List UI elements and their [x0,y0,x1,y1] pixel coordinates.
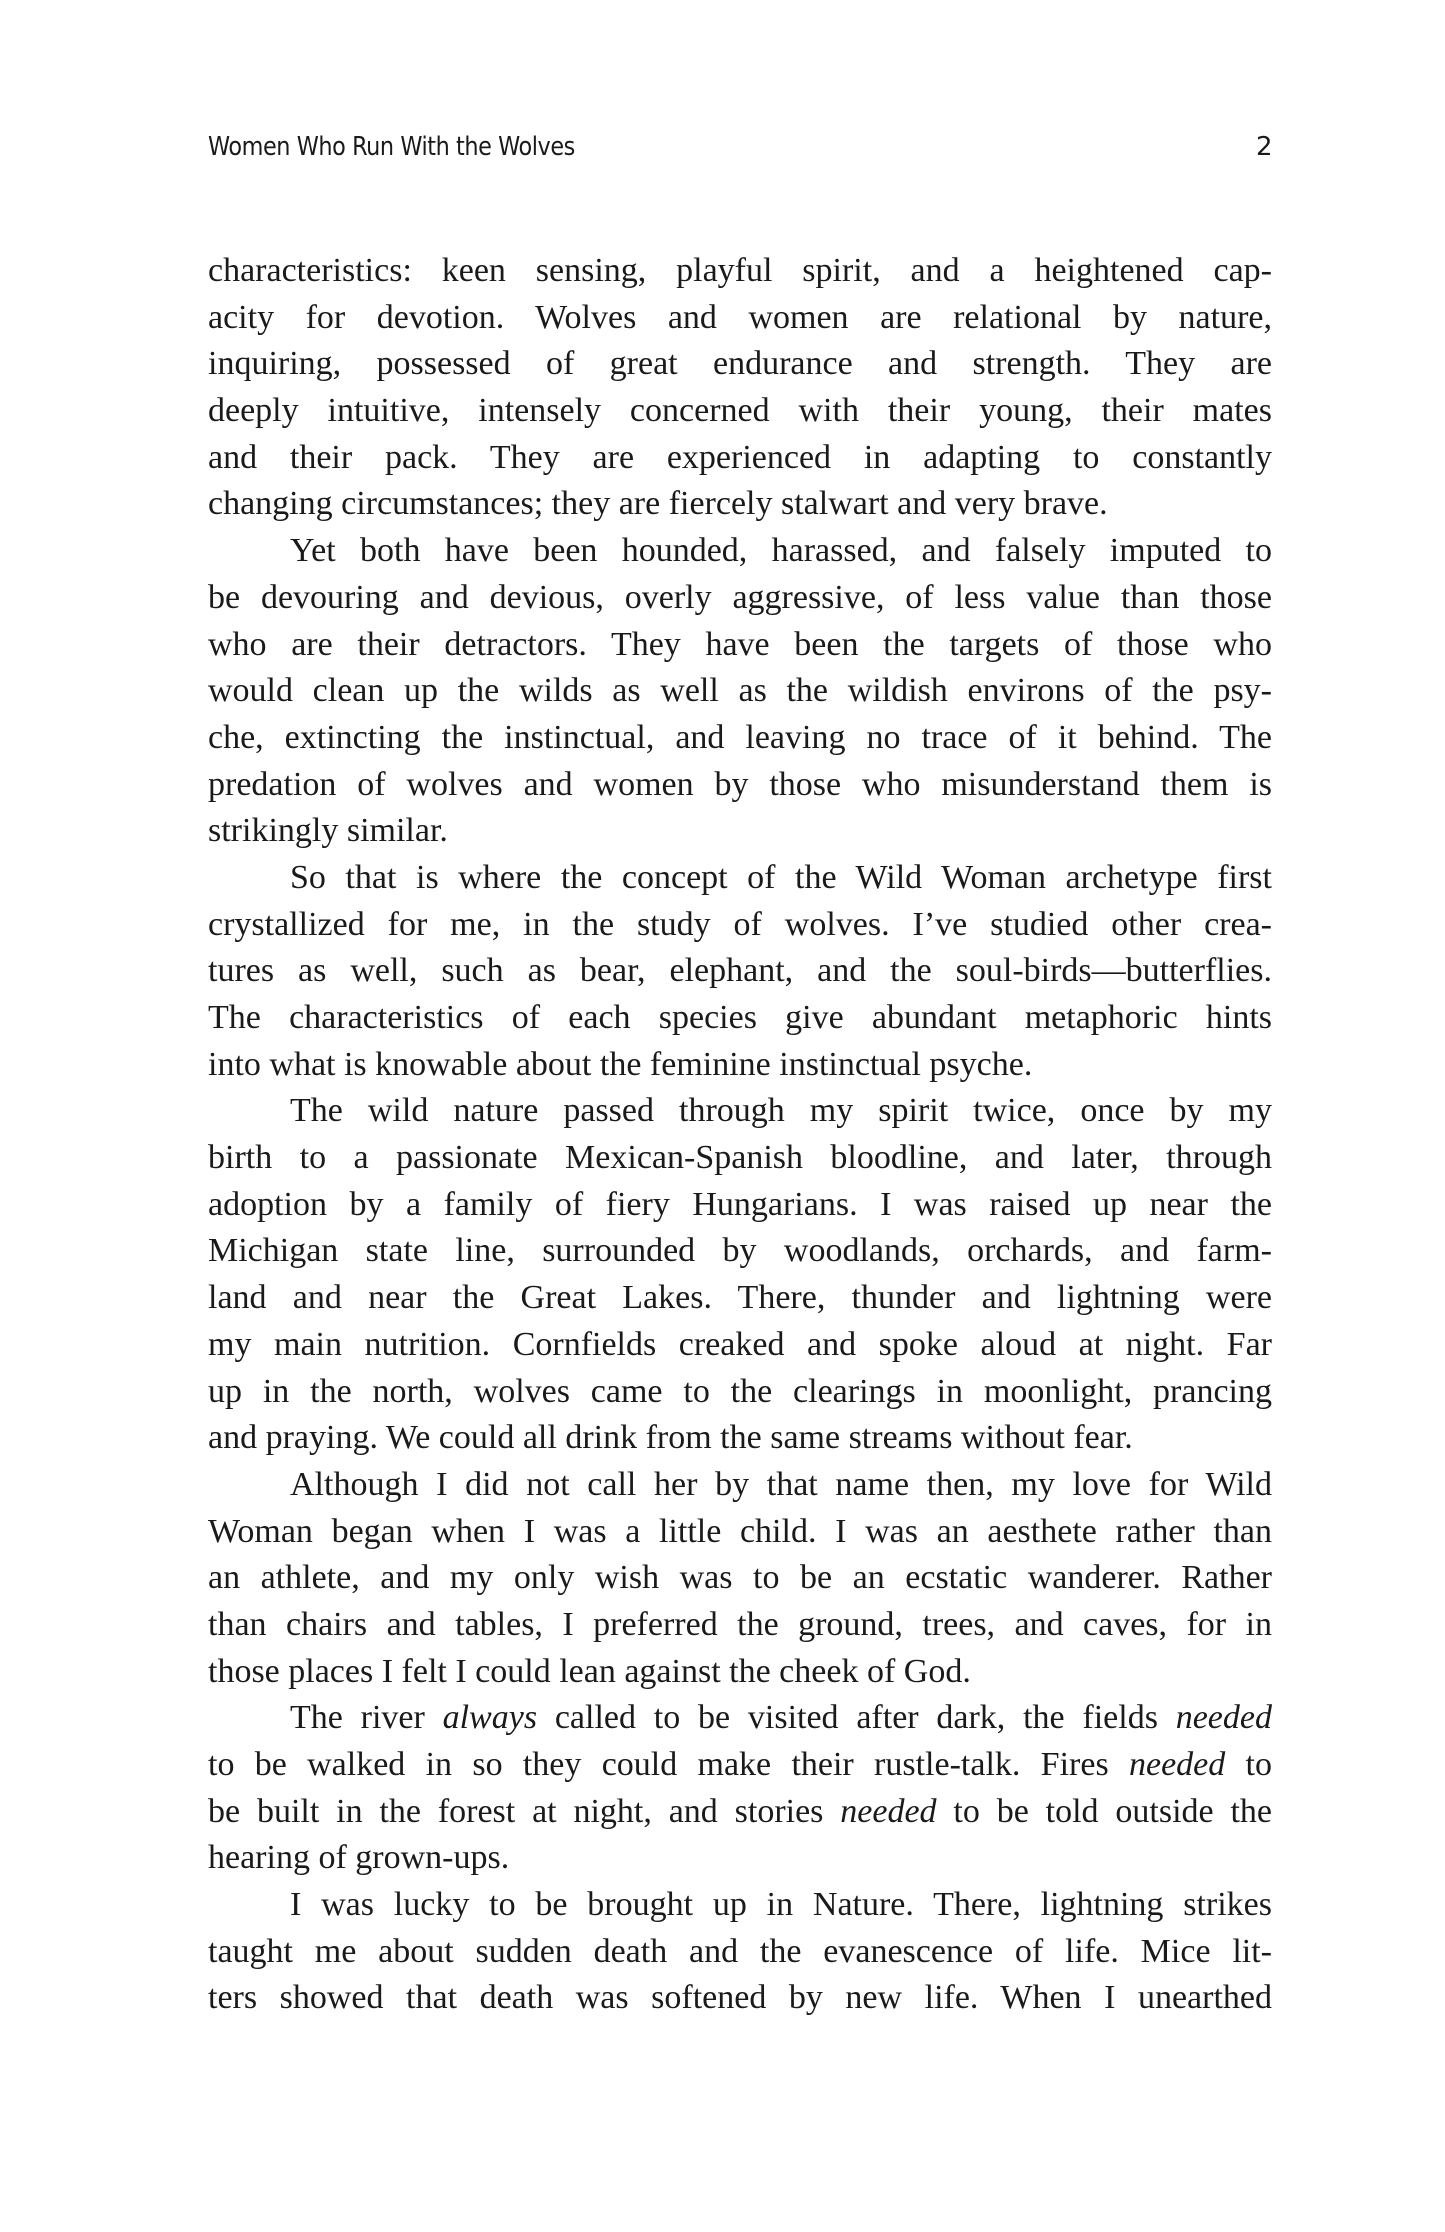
text-segment: adoption by a family of fiery Hungarians. I was raised up near the [208,1185,1272,1223]
text-segment: Although I did not call her by that name then, my love for Wild [290,1465,1272,1503]
text-segment: my main nutrition. Cornfields creaked and spoke aloud at night. Far [208,1325,1272,1363]
text-segment: to be told outside the [936,1792,1272,1830]
text-segment: land and near the Great Lakes. There, thunder and lightning were [208,1279,1272,1317]
paragraph [208,1462,1272,1695]
text-line [208,1882,1272,1929]
text-line [208,1789,1272,1836]
italic-text: needed [1175,1699,1272,1737]
italic-text: needed [1128,1746,1226,1783]
text-line [208,1369,1272,1416]
text-segment: The wild nature passed through my spirit twice, once by my [290,1092,1272,1130]
text-line [208,715,1272,762]
text-segment: taught me about sudden death and the evanescence of life. Mice lit- [208,1932,1272,1970]
text-line [208,1228,1272,1275]
text-segment: be devouring and devious, overly aggressive, of less value than those [208,578,1272,616]
text-segment: hearing of grown-ups. [208,1839,510,1877]
text-line [208,1135,1272,1182]
text-segment: be built in the forest at night, and stories [208,1792,841,1830]
text-line [208,668,1272,715]
running-header [208,128,1272,172]
text-line [208,1742,1272,1789]
text-line [208,248,1272,295]
text-segment: acity for devotion. Wolves and women are relational by nature, [208,298,1272,336]
text-line [208,808,1272,855]
text-segment: and praying. We could all drink from the same streams without fear. [208,1419,1133,1457]
text-line [208,481,1272,528]
text-segment: Michigan state line, surrounded by woodlands, orchards, and farm- [208,1232,1272,1270]
text-segment: into what is knowable about the feminine instinctual psyche. [208,1045,1033,1083]
text-line [208,1929,1272,1976]
text-segment: predation of wolves and women by those who misunderstand them is [208,765,1272,803]
italic-text: always [442,1699,538,1737]
text-line [208,995,1272,1042]
text-line [208,575,1272,622]
text-segment: So that is where the concept of the Wild Woman archetype first [290,858,1272,896]
paragraph [208,1882,1272,2022]
text-line [208,1322,1272,1369]
text-segment: and their pack. They are experienced in adapting to constantly [208,438,1272,476]
text-segment: characteristics: keen sensing, playful spirit, and a heightened cap- [208,252,1272,289]
text-segment: Woman began when I was a little child. I was an aesthete rather than [208,1512,1272,1550]
paragraph [208,855,1272,1088]
text-line [208,948,1272,995]
text-line [208,1182,1272,1229]
text-line [208,762,1272,809]
text-segment: up in the north, wolves came to the clearings in moonlight, prancing [208,1372,1272,1410]
text-line [208,1835,1272,1882]
text-line [208,435,1272,482]
text-line [208,622,1272,669]
text-segment: to be walked in so they could make their rustle-talk. Fires [208,1746,1129,1783]
text-segment: I was lucky to be brought up in Nature. There, lightning strikes [290,1886,1272,1924]
text-line [208,1509,1272,1556]
text-line [208,855,1272,902]
text-line [208,528,1272,575]
text-segment: che, extincting the instinctual, and leaving no trace of it behind. The [208,718,1272,756]
text-line [208,1275,1272,1322]
page-number: 2 [1255,132,1272,162]
text-line [208,295,1272,342]
text-line [208,1555,1272,1602]
book-title: Women Who Run With the Wolves [208,132,575,162]
paragraph [208,1088,1272,1462]
text-line [208,1602,1272,1649]
text-segment: than chairs and tables, I preferred the ground, trees, and caves, for in [208,1605,1272,1643]
text-segment: crystallized for me, in the study of wolves. I’ve studied other crea- [208,905,1272,943]
paragraph [208,248,1272,528]
text-line [208,1695,1272,1742]
text-segment: changing circumstances; they are fiercely stalwart and very brave. [208,485,1108,523]
text-segment: inquiring, possessed of great endurance and strength. They are [208,345,1272,383]
text-line [208,1462,1272,1509]
text-segment: those places I felt I could lean against the cheek of God. [208,1652,971,1690]
text-line [208,902,1272,949]
paragraph [208,528,1272,855]
text-line [208,1088,1272,1135]
text-line [208,1649,1272,1696]
text-segment: The characteristics of each species give abundant metaphoric hints [208,999,1272,1036]
text-segment: Yet both have been hounded, harassed, and falsely imputed to [290,532,1272,570]
text-segment: The river [290,1699,443,1737]
text-segment: to [1225,1746,1272,1783]
text-segment: ters showed that death was softened by new life. When I unearthed [208,1979,1272,2017]
body-text [208,248,1272,2022]
text-line [208,1975,1272,2022]
paragraph [208,1695,1272,1882]
text-segment: who are their detractors. They have been the targets of those who [208,625,1272,663]
text-segment: strikingly similar. [208,812,448,850]
text-line [208,341,1272,388]
text-segment: would clean up the wilds as well as the wildish environs of the psy- [208,672,1272,710]
text-segment: birth to a passionate Mexican-Spanish bloodline, and later, through [208,1139,1272,1177]
text-line [208,388,1272,435]
text-line [208,1415,1272,1462]
text-segment: deeply intuitive, intensely concerned with their young, their mates [208,392,1272,430]
text-segment: tures as well, such as bear, elephant, and the soul-birds—butterflies. [208,952,1272,990]
text-line [208,1042,1272,1089]
italic-text: needed [840,1792,937,1830]
text-segment: called to be visited after dark, the fields [537,1699,1176,1737]
text-segment: an athlete, and my only wish was to be an ecstatic wanderer. Rather [208,1559,1272,1597]
